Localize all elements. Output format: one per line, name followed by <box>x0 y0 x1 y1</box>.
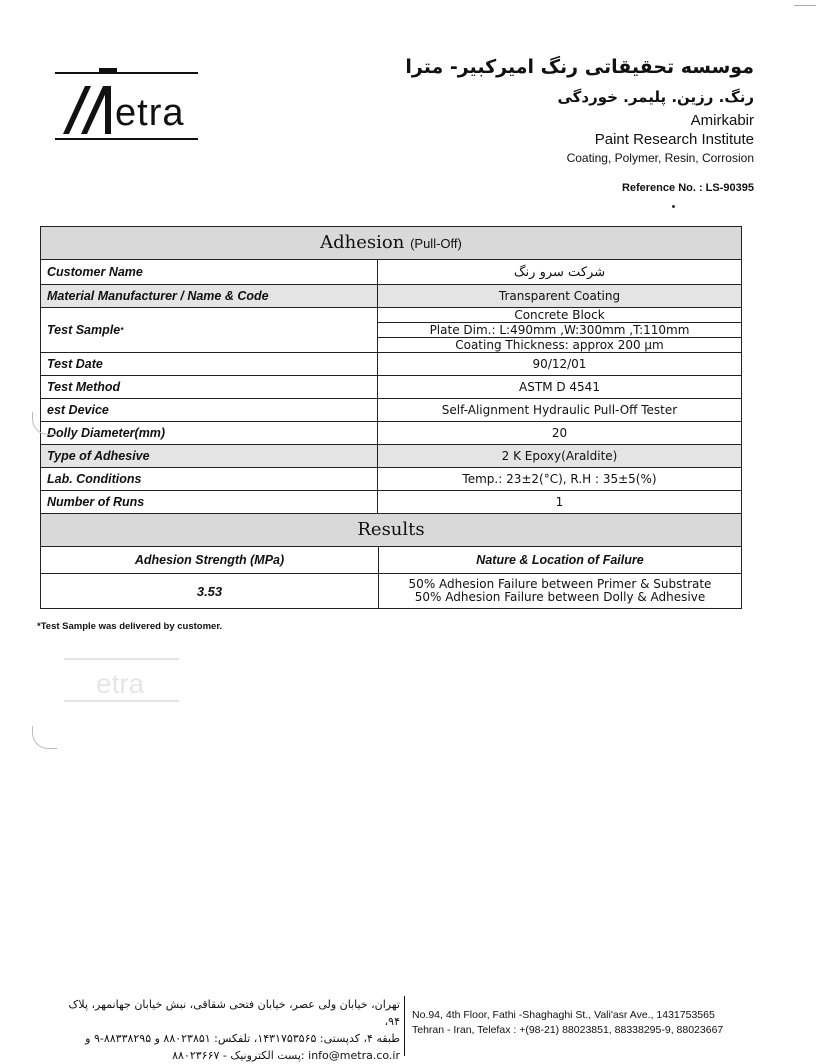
row-value: شرکت سرو رنگ <box>513 264 606 280</box>
table-title <box>41 227 741 260</box>
footer-divider <box>404 996 405 1056</box>
watermark-logo <box>64 656 184 736</box>
row-lab-conditions <box>41 468 741 491</box>
row-label: Test Date <box>41 353 378 375</box>
adhesion-strength-value: 3.53 <box>41 574 379 608</box>
row-value: Transparent Coating <box>498 289 621 303</box>
row-label <box>41 308 378 352</box>
institute-name-fa: موسسه تحقیقاتی رنگ امیرکبیر- مترا <box>405 56 754 78</box>
table-title-main: Adhesion <box>320 232 405 253</box>
results-header-strength: Adhesion Strength (MPa) <box>41 547 379 573</box>
row-label: Lab. Conditions <box>41 468 378 490</box>
row-label: Customer Name <box>41 260 378 284</box>
footer-address-en <box>412 1008 723 1038</box>
watermark-rule-top <box>64 658 179 660</box>
row-value: 90/12/01 <box>532 357 587 371</box>
row-test-device <box>41 399 741 422</box>
results-value-row <box>41 574 741 608</box>
stray-dot <box>672 205 675 208</box>
institute-name-en-2: Paint Research Institute <box>594 131 754 148</box>
row-label: Test Method <box>41 376 378 398</box>
test-sample-asterisk: * <box>120 325 124 335</box>
test-sample-label: Test Sample <box>47 323 121 337</box>
institute-name-en-1: Amirkabir <box>690 112 754 129</box>
footer-en-line-2: Tehran - Iran, Telefax : +(98-21) 88023851, 88338295-9, 88023667 <box>412 1024 724 1036</box>
footer-fa-line-2: طبقه ۴، کدپستی: ۱۴۳۱۷۵۳۵۶۵، تلفکس: ۸۸۰۲۳۸۵۱ و ۸۸۳۳۸۲۹۵-۹ و <box>85 1032 400 1045</box>
row-label: Type of Adhesive <box>41 445 378 467</box>
row-dolly-diameter <box>41 422 741 445</box>
failure-line-2: 50% Adhesion Failure between Dolly & Adhesive <box>414 590 706 604</box>
footer-en-line-1: No.94, 4th Floor, Fathi -Shaghaghi St., Vali'asr Ave., 1431753565 <box>412 1009 715 1021</box>
row-value: Self-Alignment Hydraulic Pull-Off Tester <box>441 403 678 417</box>
page-edge-mark <box>794 0 816 6</box>
row-value: 1 <box>555 495 564 509</box>
sample-dimensions: Plate Dim.: L:490mm ,W:300mm ,T:110mm <box>378 323 741 338</box>
row-label: Dolly Diameter(mm) <box>41 422 378 444</box>
results-header-row <box>41 547 741 574</box>
row-number-of-runs <box>41 491 741 514</box>
table-title-suffix: (Pull-Off) <box>410 236 462 251</box>
row-customer-name <box>41 260 741 285</box>
sample-footnote: *Test Sample was delivered by customer. <box>37 621 223 632</box>
row-test-sample <box>41 308 741 353</box>
row-value: 20 <box>551 426 568 440</box>
test-sample-values <box>378 308 741 352</box>
logo-bottom-rule <box>55 138 198 140</box>
punch-hole-mark <box>32 726 57 749</box>
row-test-date <box>41 353 741 376</box>
row-value: ASTM D 4541 <box>519 380 600 394</box>
results-title: Results <box>41 514 741 547</box>
coating-thickness: Coating Thickness: approx 200 µm <box>455 338 664 352</box>
reference-number: Reference No. : LS-90395 <box>621 182 754 194</box>
row-label: est Device <box>41 399 378 421</box>
failure-line-1: 50% Adhesion Failure between Primer & Substrate <box>408 577 712 591</box>
institute-fields-fa: رنگ. رزین. پلیمر. خوردگی <box>557 88 754 106</box>
failure-description <box>379 574 741 608</box>
logo-wordmark: etra <box>115 92 185 134</box>
footer-address-fa <box>60 996 400 1064</box>
metra-logo <box>55 62 200 144</box>
row-adhesive-type <box>41 445 741 468</box>
punch-hole-mark <box>32 412 57 435</box>
footer-fa-line-3: info@metra.co.ir :پست الکترونیک - ۸۸۰۲۳۶۶۷ <box>172 1049 400 1062</box>
footer-fa-line-1: تهران، خیابان ولی عصر، خیابان فتحی شقاقی، نبش خیابان جهانمهر، پلاک ۹۴، <box>68 998 400 1028</box>
row-value: Temp.: 23±2(°C), R.H : 35±5(%) <box>462 472 657 486</box>
row-test-method <box>41 376 741 399</box>
adhesion-report-table <box>40 226 742 609</box>
results-header-failure: Nature & Location of Failure <box>476 553 644 567</box>
row-value: 2 K Epoxy(Araldite) <box>501 449 618 463</box>
row-material <box>41 285 741 308</box>
watermark-rule-bottom <box>64 700 179 702</box>
institute-fields-en: Coating, Polymer, Resin, Corrosion <box>566 151 754 165</box>
watermark-wordmark: etra <box>96 668 145 699</box>
row-label: Material Manufacturer / Name & Code <box>41 285 378 307</box>
row-label: Number of Runs <box>41 491 378 513</box>
sample-type: Concrete Block <box>378 308 741 323</box>
